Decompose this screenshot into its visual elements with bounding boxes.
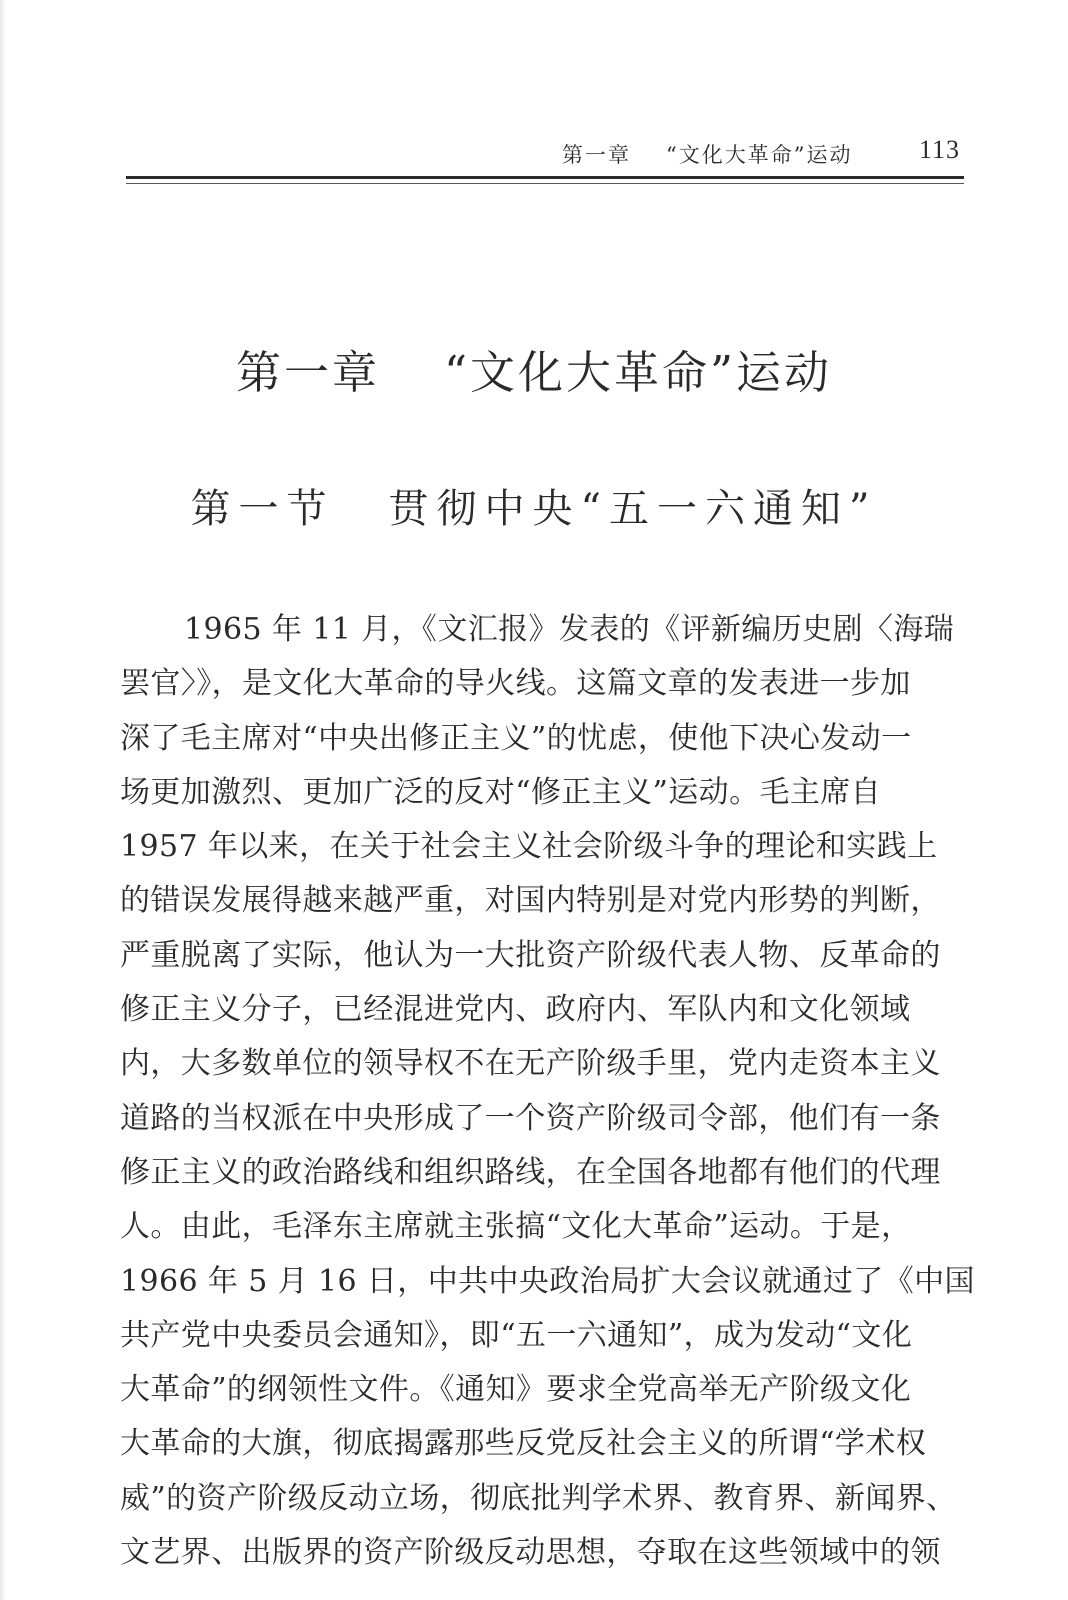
header-rule-thin (126, 183, 964, 184)
text-line: 场更加激烈、更加广泛的反对“修正主义”运动。毛主席自 (120, 774, 882, 810)
section-title-text: 贯彻中央“五一六通知” (388, 486, 878, 532)
text-line: 内，大多数单位的领导权不在无产阶级手里，党内走资本主义 (120, 1046, 941, 1082)
header-rule-thick (126, 176, 964, 179)
text-line: 的错误发展得越来越严重，对国内特别是对党内形势的判断， (120, 883, 941, 919)
text-line: 人。由此，毛泽东主席就主张搞“文化大革命”运动。于是， (120, 1209, 912, 1245)
text-line: 深了毛主席对“中央出修正主义”的忧虑，使他下决心发动一 (120, 720, 912, 756)
text-line: 道路的当权派在中央形成了一个资产阶级司令部，他们有一条 (120, 1100, 941, 1136)
chapter-title-text: “文化大革命”运动 (444, 346, 833, 399)
text-line: 严重脱离了实际，他认为一大批资产阶级代表人物、反革命的 (120, 937, 941, 973)
text-line: 威”的资产阶级反动立场，彻底批判学术界、教育界、新闻界、 (120, 1480, 957, 1516)
page-edge-shadow (0, 0, 6, 1600)
text-line: 大革命”的纲领性文件。《通知》要求全党高举无产阶级文化 (120, 1372, 912, 1408)
text-line: 1966 年 5 月 16 日，中共中央政治局扩大会议就通过了《中国 (120, 1263, 975, 1299)
running-head-title: “文化大革命”运动 (666, 143, 853, 167)
section-heading (0, 477, 1068, 534)
running-head-chapter: 第一章 (562, 143, 631, 167)
body-paragraph (120, 610, 975, 1587)
text-line: 共产党中央委员会通知》，即“五一六通知”，成为发动“文化 (120, 1317, 913, 1353)
text-line: 1957 年以来，在关于社会主义社会阶级斗争的理论和实践上 (120, 829, 938, 865)
text-line: 大革命的大旗，彻底揭露那些反党反社会主义的所谓“学术权 (120, 1426, 927, 1462)
text-line: 修正主义分子，已经混进党内、政府内、军队内和文化领域 (120, 992, 911, 1028)
text-line: 文艺界、出版界的资产阶级反动思想，夺取在这些领域中的领 (120, 1535, 941, 1571)
text-line: 修正主义的政治路线和组织路线，在全国各地都有他们的代理 (120, 1154, 941, 1190)
text-line: 罢官〉》，是文化大革命的导火线。这篇文章的发表进一步加 (120, 666, 911, 702)
running-head (126, 131, 964, 171)
chapter-label: 第一章 (235, 346, 380, 399)
page-number: 113 (918, 135, 960, 164)
text-line: 1965 年 11 月，《文汇报》发表的《评新编历史剧〈海瑞 (184, 612, 955, 647)
section-label: 第一节 (190, 486, 335, 532)
chapter-heading (0, 336, 1068, 401)
